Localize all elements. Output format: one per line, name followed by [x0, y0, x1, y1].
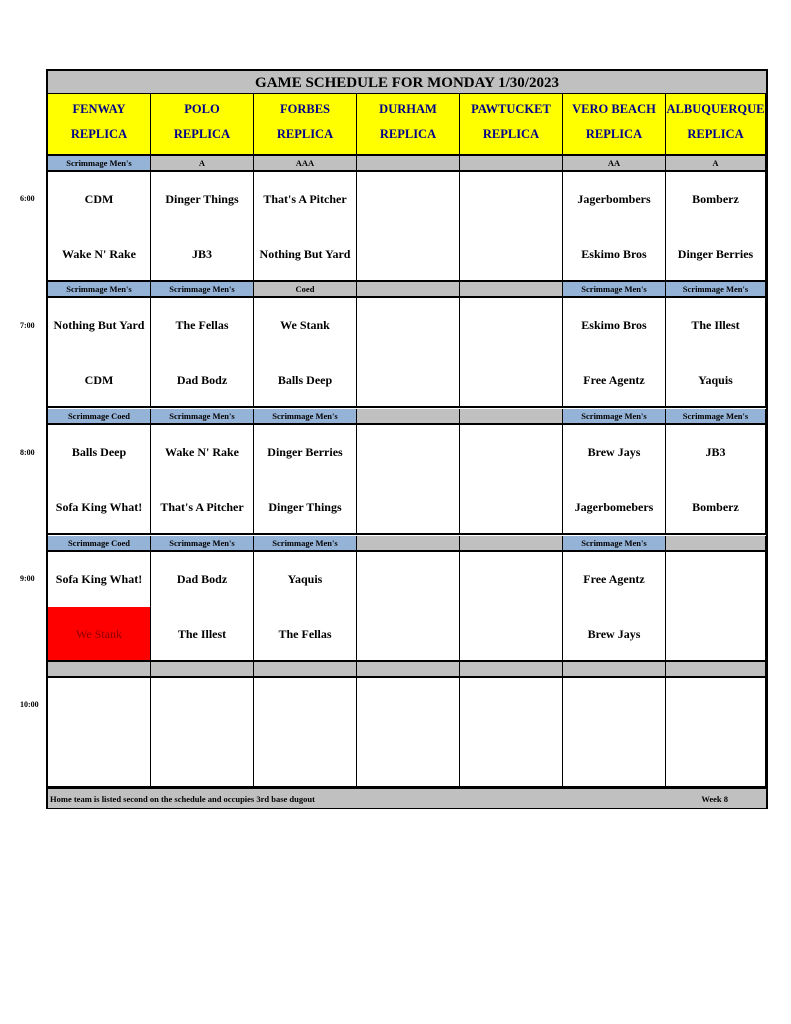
division-label: Scrimmage Coed	[48, 536, 151, 552]
game-cell[interactable]	[460, 298, 563, 408]
division-label: Coed	[254, 282, 357, 298]
away-team[interactable]: Dad Bodz	[176, 572, 228, 586]
home-team[interactable]: Balls Deep	[277, 373, 333, 387]
game-cell[interactable]	[357, 425, 460, 535]
game-cell[interactable]	[48, 678, 151, 788]
field-sub: REPLICA	[687, 127, 744, 141]
away-team[interactable]: Sofa King What!	[55, 572, 143, 586]
game-cell[interactable]	[666, 678, 766, 788]
away-team[interactable]: Brew Jays	[587, 445, 641, 459]
away-team[interactable]: We Stank	[280, 318, 330, 332]
division-label	[357, 536, 460, 552]
time-label: 7:00	[20, 321, 35, 330]
field-header-5	[563, 94, 666, 156]
away-team[interactable]: JB3	[705, 445, 726, 459]
away-team[interactable]: Eskimo Bros	[581, 318, 647, 332]
division-label	[460, 536, 563, 552]
schedule-title: GAME SCHEDULE FOR MONDAY 1/30/2023	[48, 71, 766, 94]
home-team[interactable]: Free Agentz	[583, 373, 645, 387]
game-cell[interactable]	[254, 172, 357, 282]
division-label	[357, 282, 460, 298]
division-label: Scrimmage Men's	[48, 156, 151, 172]
game-cell[interactable]	[563, 298, 666, 408]
game-cell[interactable]	[357, 552, 460, 662]
game-cell[interactable]	[254, 425, 357, 535]
field-name: DURHAM	[379, 102, 437, 116]
home-team[interactable]: Bomberz	[692, 500, 739, 514]
time-label: 6:00	[20, 194, 35, 203]
division-label: Scrimmage Men's	[254, 409, 357, 425]
field-header-6	[666, 94, 766, 156]
away-team[interactable]: Nothing But Yard	[53, 318, 145, 332]
division-label	[48, 662, 151, 678]
division-label	[357, 156, 460, 172]
time-label: 10:00	[20, 700, 39, 709]
away-team[interactable]: Free Agentz	[583, 572, 645, 586]
division-label: A	[151, 156, 254, 172]
home-team[interactable]: Dad Bodz	[176, 373, 228, 387]
away-team[interactable]: Jagerbombers	[577, 192, 651, 206]
division-label	[151, 662, 254, 678]
game-cell[interactable]	[563, 425, 666, 535]
game-cell[interactable]	[48, 172, 151, 282]
footer-note: Home team is listed second on the schedule and occupies 3rd base dugout	[50, 794, 315, 804]
schedule-sheet	[46, 69, 768, 809]
division-label: Scrimmage Men's	[563, 282, 666, 298]
field-header-2	[254, 94, 357, 156]
away-team[interactable]: The Fellas	[175, 318, 229, 332]
game-cell[interactable]	[357, 172, 460, 282]
division-label: Scrimmage Coed	[48, 409, 151, 425]
division-label: Scrimmage Men's	[666, 282, 766, 298]
game-cell[interactable]	[357, 298, 460, 408]
division-label	[563, 662, 666, 678]
home-team[interactable]: Nothing But Yard	[259, 247, 351, 261]
away-team[interactable]: Dinger Berries	[267, 445, 343, 459]
field-name: VERO BEACH	[572, 102, 656, 116]
game-cell[interactable]	[460, 172, 563, 282]
field-name: PAWTUCKET	[471, 102, 551, 116]
division-label	[357, 409, 460, 425]
home-team[interactable]: Yaquis	[698, 373, 733, 387]
field-header-3	[357, 94, 460, 156]
game-cell[interactable]	[460, 552, 563, 662]
division-label	[254, 662, 357, 678]
division-label: Scrimmage Men's	[563, 409, 666, 425]
game-cell[interactable]	[563, 678, 666, 788]
home-team[interactable]: We Stank	[75, 627, 123, 641]
game-cell[interactable]	[357, 678, 460, 788]
division-label	[357, 662, 460, 678]
division-label	[460, 282, 563, 298]
field-sub: REPLICA	[482, 127, 540, 141]
field-name: POLO	[184, 102, 220, 116]
away-team[interactable]: Dinger Things	[165, 192, 239, 206]
field-name: FENWAY	[72, 102, 126, 116]
field-name: FORBES	[279, 102, 330, 116]
division-label	[666, 662, 766, 678]
game-cell[interactable]	[666, 552, 766, 662]
away-team[interactable]: Wake N' Rake	[164, 445, 239, 459]
division-label	[460, 662, 563, 678]
division-label	[460, 156, 563, 172]
away-team[interactable]: That's A Pitcher	[263, 192, 347, 206]
away-team[interactable]: The Illest	[691, 318, 740, 332]
game-cell[interactable]	[254, 552, 357, 662]
game-cell[interactable]	[151, 172, 254, 282]
home-team[interactable]: Dinger Berries	[677, 247, 754, 261]
home-team[interactable]: Brew Jays	[587, 627, 641, 641]
game-cell[interactable]	[666, 298, 766, 408]
schedule-footer	[48, 788, 766, 808]
division-label: Scrimmage Men's	[151, 282, 254, 298]
away-team[interactable]: Bomberz	[692, 192, 739, 206]
week-label: Week 8	[701, 794, 728, 804]
time-label: 9:00	[20, 574, 35, 583]
game-cell[interactable]	[666, 172, 766, 282]
game-cell[interactable]	[254, 298, 357, 408]
away-team[interactable]: Yaquis	[287, 572, 323, 586]
home-team[interactable]: The Fellas	[278, 627, 332, 641]
division-label: Scrimmage Men's	[563, 536, 666, 552]
away-team[interactable]: Balls Deep	[71, 445, 127, 459]
division-label: AAA	[254, 156, 357, 172]
division-label	[666, 536, 766, 552]
game-cell[interactable]	[48, 425, 151, 535]
game-cell[interactable]	[254, 678, 357, 788]
home-team[interactable]: JB3	[191, 247, 212, 261]
home-team[interactable]: The Illest	[177, 627, 227, 641]
division-label: Scrimmage Men's	[254, 536, 357, 552]
game-cell[interactable]	[151, 298, 254, 408]
home-team[interactable]: Dinger Things	[268, 500, 342, 514]
game-cell[interactable]	[460, 425, 563, 535]
home-team[interactable]: CDM	[84, 373, 114, 387]
game-cell[interactable]	[666, 425, 766, 535]
division-label: Scrimmage Men's	[151, 536, 254, 552]
field-sub: REPLICA	[379, 127, 437, 141]
division-label: Scrimmage Men's	[151, 409, 254, 425]
field-sub: REPLICA	[276, 127, 334, 141]
game-cell[interactable]	[563, 172, 666, 282]
division-label	[460, 409, 563, 425]
field-header-1	[151, 94, 254, 156]
field-header-0	[48, 94, 151, 156]
field-sub: REPLICA	[70, 127, 128, 141]
field-name: ALBUQUERQUE	[666, 102, 765, 116]
game-cell[interactable]	[563, 552, 666, 662]
division-label: A	[666, 156, 766, 172]
game-cell[interactable]	[151, 678, 254, 788]
home-team[interactable]: That's A Pitcher	[160, 500, 244, 514]
division-label: AA	[563, 156, 666, 172]
game-cell[interactable]	[48, 298, 151, 408]
field-sub: REPLICA	[585, 127, 643, 141]
division-label: Scrimmage Men's	[666, 409, 766, 425]
game-cell[interactable]	[151, 425, 254, 535]
game-cell[interactable]	[151, 552, 254, 662]
home-team[interactable]: Wake N' Rake	[61, 247, 136, 261]
game-cell[interactable]	[460, 678, 563, 788]
home-team[interactable]: Sofa King What!	[55, 500, 143, 514]
field-header-4	[460, 94, 563, 156]
home-team[interactable]: Jagerbomebers	[574, 500, 654, 514]
away-team[interactable]: CDM	[84, 192, 114, 206]
game-cell[interactable]	[48, 552, 151, 662]
home-team[interactable]: Eskimo Bros	[581, 247, 647, 261]
time-label: 8:00	[20, 448, 35, 457]
division-label: Scrimmage Men's	[48, 282, 151, 298]
field-sub: REPLICA	[173, 127, 231, 141]
